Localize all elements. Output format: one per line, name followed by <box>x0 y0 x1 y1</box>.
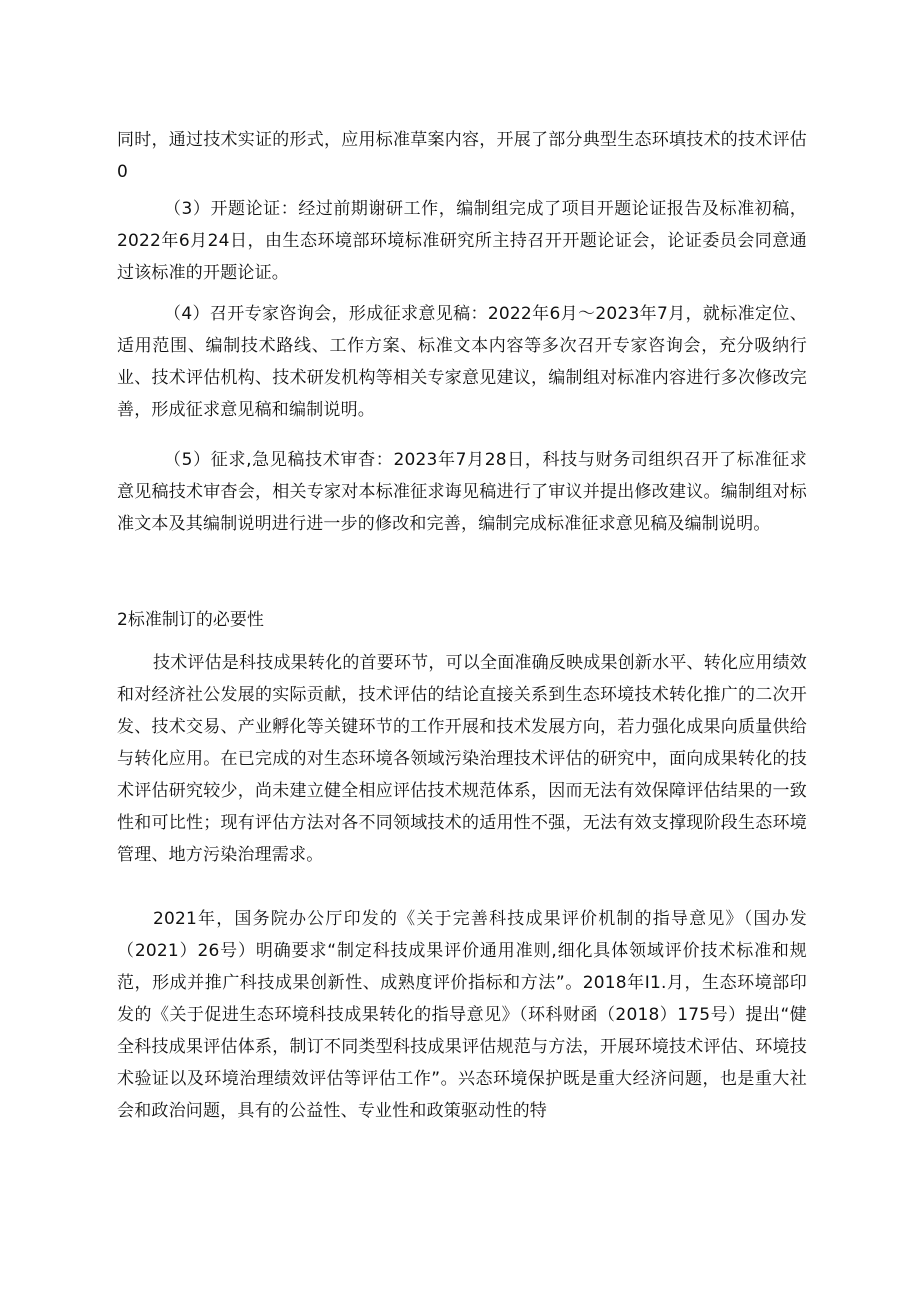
paragraph-technology-assessment: 技术评估是科技成果转化的首要环节，可以全面准确反映成果创新水平、转化应用绩效和对经济社公发展的实际贡献，技术评估的结论直接关系到生态环境技术转化推广的二次开发、技术交易、产业孵化等关键环节的工作开展和技术发展方向，若力强化成果向质量供给与转化应用。在已完成的对生态环境各领域污染治理技术评估的研究中，面向成果转化的技术评估研究较少，尚未建立健全相应评估技术规范体系，因而无法有效保障评估结果的一致性和可比性；现有评估方法对各不同领域技术的适用性不强，无法有效支撑现阶段生态环境管理、地方污染治理需求。 <box>117 653 807 865</box>
paragraph-policy-background: 2021年，国务院办公厅印发的《关于完善科技成果评价机制的指导意见》（国办发（2021）26号）明确要求“制定科技成果评价通用准则,细化具体领域评价技术标准和规范，形成并推广科技成果创新性、成熟度评价指标和方法”。2018年I1.月，生态环境部印发的《关于促进生态环境科技成果转化的指导意见》（环科财函（2018）175号）提出“健全科技成果评估体系，制订不同类型科技成果评估规范与方法，开展环境技术评估、环境技术验证以及环境治理绩效评估等评估工作”。兴态环境保护既是重大经济问题，也是重大社会和政治问题，具有的公益性、专业性和政策驱动性的特 <box>117 909 807 1121</box>
paragraph-item-4-expert-consultation: （4）召开专家咨询会，形成征求意见稿：2022年6月～2023年7月，就标准定位、适用范围、编制技术路线、工作方案、标准文本内容等多次召开专家咨询会，充分吸纳行业、技术评估机构、技术研发机构等相关专家意见建议，编制组对标准内容进行多次修改完善，形成征求意见稿和编制说明。 <box>117 304 807 420</box>
section-heading-necessity: 2标准制订的必要性 <box>117 610 264 630</box>
paragraph-item-3-proposal: （3）开题论证：经过前期谢研工作，编制组完成了项目开题论证报告及标准初稿，2022年6月24日，由生态环境部环境标准研究所主持召开开题论证会，论证委员会同意通过该标准的开题论证。 <box>117 199 807 283</box>
paragraph-tech-verification: 同时，通过技术实证的形式，应用标准草案内容，开展了部分典型生态环填技术的技术评估0 <box>117 130 807 182</box>
paragraph-item-5-technical-review: （5）征求,急见稿技术审杳：2023年7月28日，科技与财务司组织召开了标准征求意见稿技术审杳会，相关专家对本标准征求诲见稿进行了审议并提出修改建议。编制组对标准文本及其编制说明进行进一步的修改和完善，编制完成标准征求意见稿及编制说明。 <box>117 450 807 534</box>
